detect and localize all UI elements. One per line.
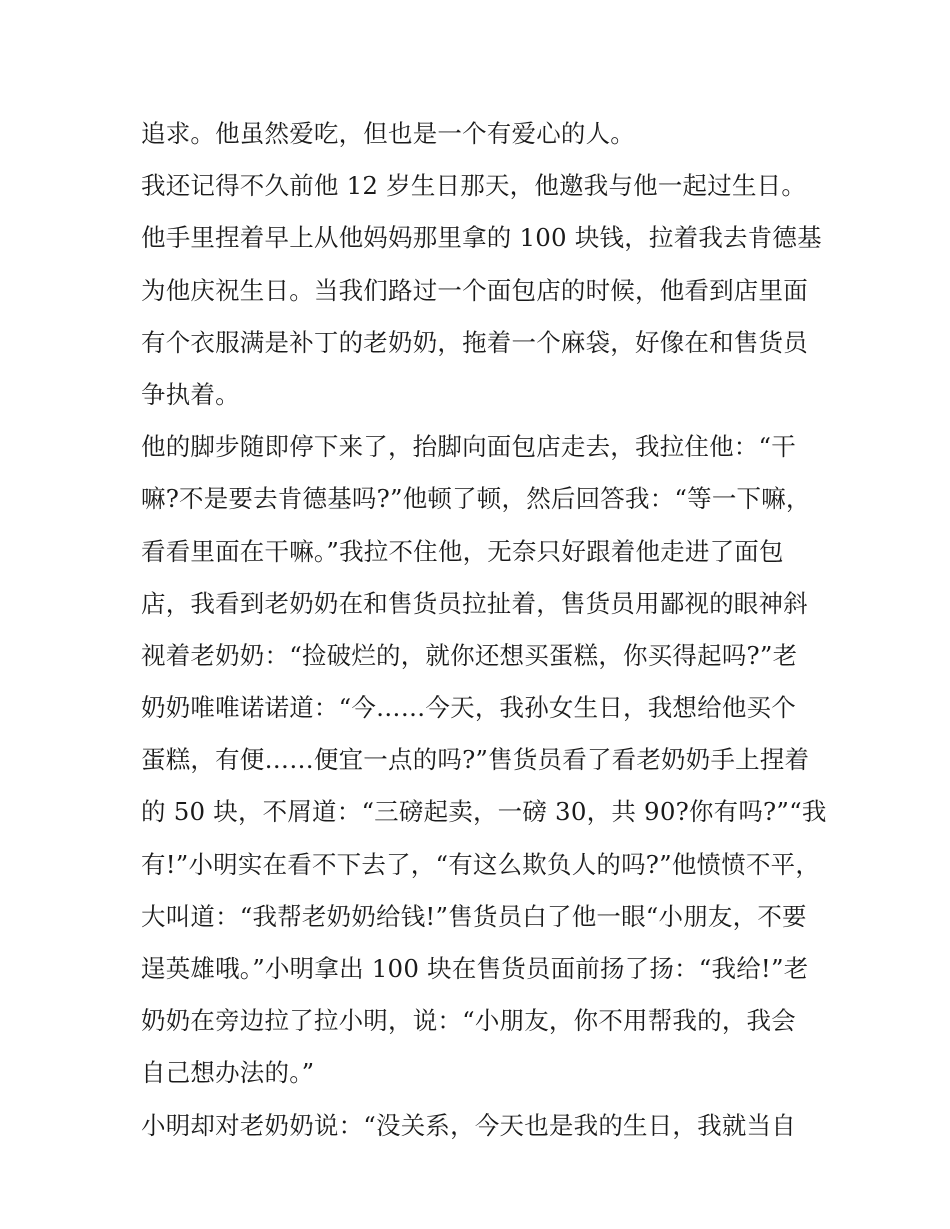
text-line: 他手里捏着早上从他妈妈那里拿的 100 块钱，拉着我去肯德基 (141, 223, 822, 253)
text-line: 他的脚步随即停下来了，抬脚向面包店走去，我拉住他：“干 (141, 432, 796, 462)
text-line: 视着老奶奶：“捡破烂的，就你还想买蛋糕，你买得起吗?”老 (141, 640, 798, 670)
text-line: 为他庆祝生日。当我们路过一个面包店的时候，他看到店里面 (141, 275, 808, 305)
text-line: 看看里面在干嘛。”我拉不住他，无奈只好跟着他走进了面包 (141, 536, 784, 566)
text-line: 自己想办法的。” (141, 1058, 315, 1088)
text-line: 争执着。 (141, 379, 240, 409)
text-line: 店，我看到老奶奶在和售货员拉扯着，售货员用鄙视的眼神斜 (141, 588, 808, 618)
text-line: 有!”小明实在看不下去了，“有这么欺负人的吗?”他愤愤不平， (141, 849, 821, 879)
text-line: 奶奶唯唯诺诺道：“今……今天，我孙女生日，我想给他买个 (141, 693, 796, 723)
text-line: 有个衣服满是补丁的老奶奶，拖着一个麻袋，好像在和售货员 (141, 327, 808, 357)
text-line: 的 50 块，不屑道：“三磅起卖，一磅 30，共 90?你有吗?”“我 (141, 797, 827, 827)
text-line: 小明却对老奶奶说：“没关系，今天也是我的生日，我就当自 (141, 1110, 796, 1140)
text-line: 大叫道：“我帮老奶奶给钱!”售货员白了他一眼“小朋友，不要 (141, 901, 807, 931)
text-line: 我还记得不久前他 12 岁生日那天，他邀我与他一起过生日。 (141, 171, 807, 201)
body-text (141, 108, 827, 1152)
text-line: 蛋糕，有便……便宜一点的吗?”售货员看了看老奶奶手上捏着 (141, 745, 810, 775)
text-line: 奶奶在旁边拉了拉小明，说：“小朋友，你不用帮我的，我会 (141, 1006, 796, 1036)
text-line: 嘛?不是要去肯德基吗?”他顿了顿，然后回答我：“等一下嘛， (141, 484, 811, 514)
text-line: 逞英雄哦。”小明拿出 100 块在售货员面前扬了扬：“我给!”老 (141, 954, 809, 983)
text-line: 追求。他虽然爱吃，但也是一个有爱心的人。 (141, 119, 635, 148)
